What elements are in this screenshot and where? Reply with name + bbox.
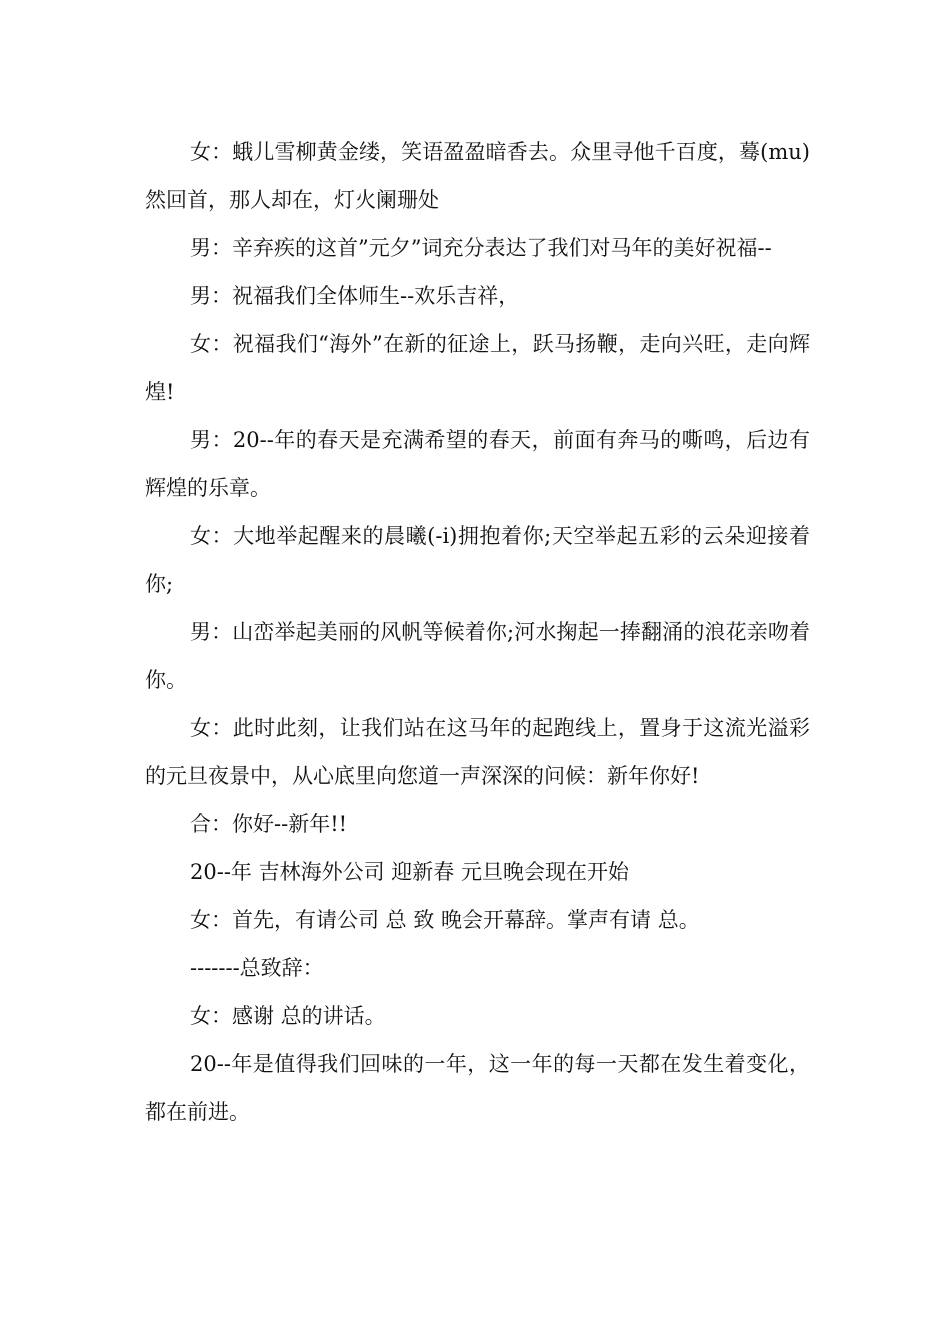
paragraph: 女：感谢 总的讲话。 [190, 1004, 386, 1028]
paragraph: 20--年 吉林海外公司 迎新春 元旦晚会现在开始 [190, 860, 629, 884]
paragraph: 女：祝福我们“海外”在新的征途上，跃马扬鞭，走向兴旺，走向辉煌! [145, 332, 810, 404]
paragraph: 男：山峦举起美丽的风帆等候着你;河水掬起一捧翻涌的浪花亲吻着你。 [145, 620, 810, 692]
paragraph: 女：首先，有请公司 总 致 晚会开幕辞。掌声有请 总。 [190, 908, 700, 932]
paragraph: 合：你好--新年!! [190, 812, 348, 836]
paragraph: 20--年是值得我们回味的一年，这一年的每一天都在发生着变化，都在前进。 [145, 1052, 810, 1124]
paragraph: 男：祝福我们全体师生--欢乐吉祥， [190, 284, 520, 308]
paragraph: 男：辛弃疾的这首”元夕”词充分表达了我们对马年的美好祝福-- [190, 236, 772, 260]
paragraph: -------总致辞： [190, 956, 324, 980]
paragraph: 女：此时此刻，让我们站在这马年的起跑线上，置身于这流光溢彩的元旦夜景中，从心底里向您道一声深深的问候：新年你好! [145, 716, 810, 788]
document-body [145, 128, 810, 1136]
paragraph: 男：20--年的春天是充满希望的春天，前面有奔马的嘶鸣，后边有辉煌的乐章。 [145, 428, 810, 500]
paragraph: 女：蛾儿雪柳黄金缕，笑语盈盈暗香去。众里寻他千百度，蓦(mu)然回首，那人却在，灯火阑珊处 [145, 140, 810, 212]
paragraph: 女：大地举起醒来的晨曦(-i)拥抱着你;天空举起五彩的云朵迎接着你; [145, 524, 810, 596]
